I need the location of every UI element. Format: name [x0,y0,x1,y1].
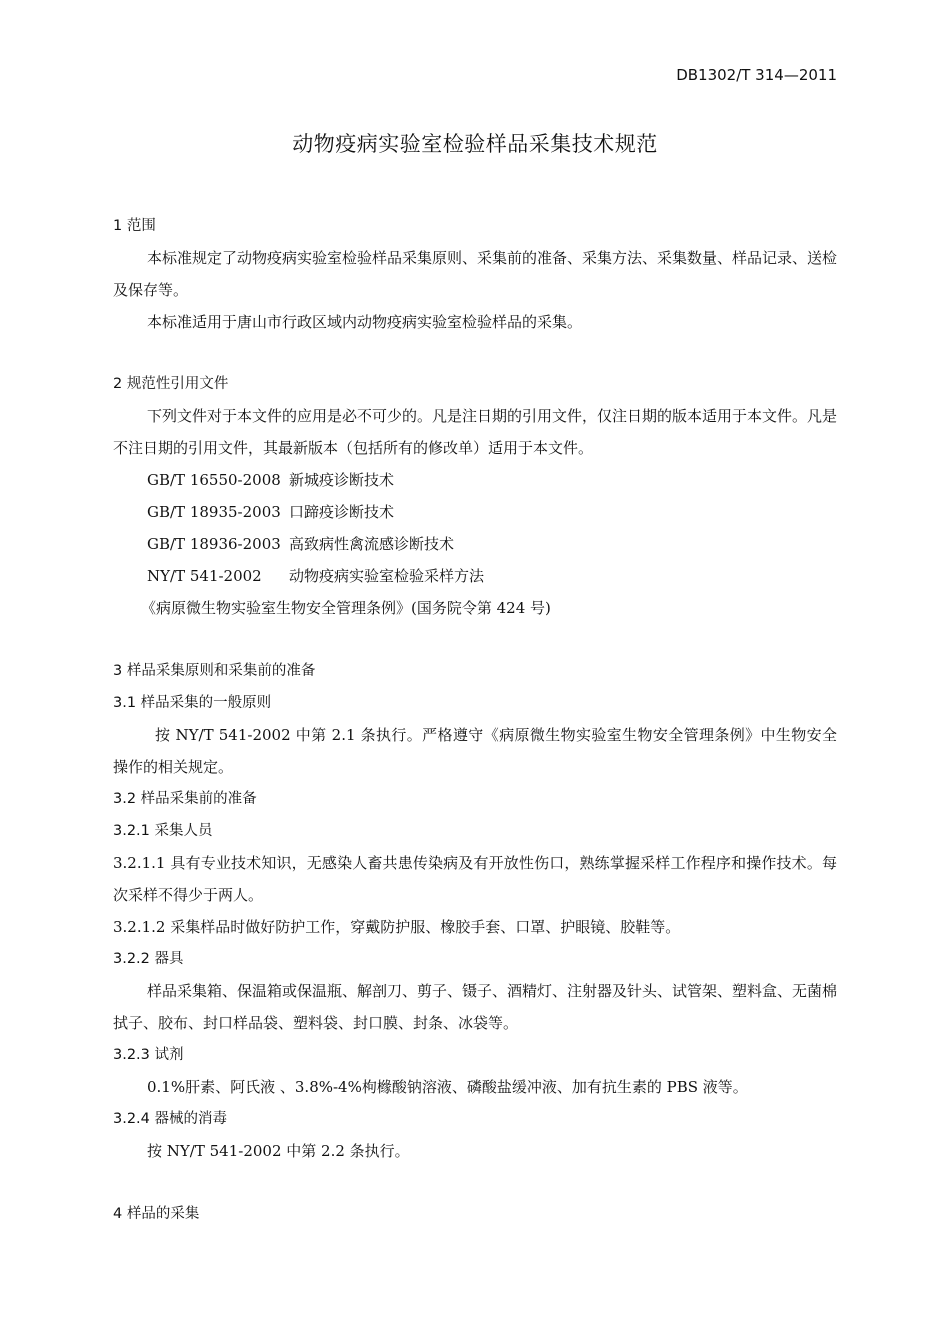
paragraph: 样品采集箱、保温箱或保温瓶、解剖刀、剪子、镊子、酒精灯、注射器及针头、试管架、塑料盒、无菌棉拭子、胶布、封口样品袋、塑料袋、封口膜、封条、冰袋等。 [113,982,838,1032]
reference-name: 高致病性禽流感诊断技术 [289,535,455,553]
reference-name: 动物疫病实验室检验采样方法 [289,567,485,585]
reference-code: GB/T 18935-2003 [147,503,281,521]
reference-code: GB/T 16550-2008 [147,471,281,489]
paragraph: 按 NY/T 541-2002 中第 2.1 条执行。严格遵守《病原微生物实验室生物安全管理条例》中生物安全操作的相关规定。 [113,726,837,776]
paragraph: 3.2.1.2 采集样品时做好防护工作，穿戴防护服、橡胶手套、口罩、护眼镜、胶鞋等。 [113,918,681,936]
page-title: 动物疫病实验室检验样品采集技术规范 [292,132,658,156]
section-heading: 2 规范性引用文件 [113,376,229,392]
paragraph: 0.1%肝素、阿氏液 、3.8%-4%枸橼酸钠溶液、磷酸盐缓冲液、加有抗生素的 PBS 液等。 [147,1078,748,1096]
paragraph: 按 NY/T 541-2002 中第 2.2 条执行。 [147,1142,410,1160]
reference-item [113,464,837,496]
section-3 [113,655,837,1167]
section-4 [113,1198,837,1230]
section-2 [113,368,837,624]
regulation-reference: 《病原微生物实验室生物安全管理条例》(国务院令第 424 号) [141,599,551,617]
subsection-heading: 3.1 样品采集的一般原则 [113,695,272,711]
reference-name: 新城疫诊断技术 [289,471,395,489]
reference-code: NY/T 541-2002 [147,567,262,585]
paragraph: 下列文件对于本文件的应用是必不可少的。凡是注日期的引用文件，仅注日期的版本适用于本文件。凡是不注日期的引用文件，其最新版本（包括所有的修改单）适用于本文件。 [113,407,838,457]
section-heading: 3 样品采集原则和采集前的准备 [113,663,316,679]
reference-item [113,496,837,528]
reference-item [113,528,837,560]
subsection-heading: 3.2 样品采集前的准备 [113,791,257,807]
subsection-heading: 3.2.2 器具 [113,951,184,967]
section-heading: 4 样品的采集 [113,1206,200,1222]
subsection-heading: 3.2.3 试剂 [113,1047,184,1063]
section-heading: 1 范围 [113,218,156,234]
section-1 [113,210,837,338]
subsection-heading: 3.2.1 采集人员 [113,823,213,839]
reference-item [113,560,837,592]
paragraph: 3.2.1.1 具有专业技术知识，无感染人畜共患传染病及有开放性伤口，熟练掌握采样工作程序和操作技术。每次采样不得少于两人。 [113,854,837,904]
doc-code: DB1302/T 314—2011 [676,66,837,84]
reference-name: 口蹄疫诊断技术 [289,503,395,521]
paragraph: 本标准适用于唐山市行政区域内动物疫病实验室检验样品的采集。 [147,313,583,331]
paragraph: 本标准规定了动物疫病实验室检验样品采集原则、采集前的准备、采集方法、采集数量、样品记录、送检及保存等。 [113,249,838,299]
reference-code: GB/T 18936-2003 [147,535,281,553]
subsection-heading: 3.2.4 器械的消毒 [113,1111,228,1127]
